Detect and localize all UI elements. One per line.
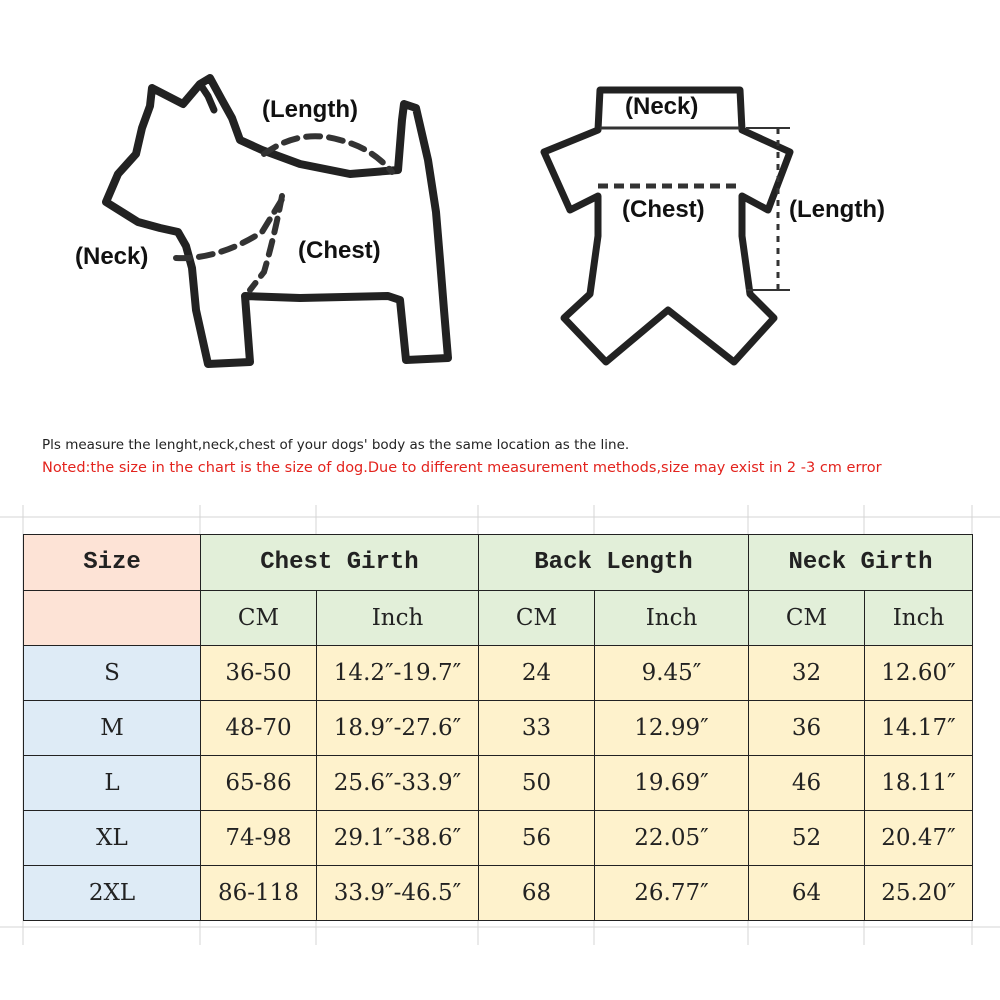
back-length-header: Back Length — [479, 535, 749, 591]
chest-inch-cell: 18.9″-27.6″ — [317, 701, 479, 756]
neck-inch-cell: 12.60″ — [865, 646, 973, 701]
chest-girth-header: Chest Girth — [201, 535, 479, 591]
size-chart-table — [23, 534, 973, 921]
table-unit-row — [24, 591, 973, 646]
dog-chest-label: (Chest) — [298, 237, 381, 264]
neck-cm-cell: 32 — [749, 646, 865, 701]
neck-inch-cell: 25.20″ — [865, 866, 973, 921]
length-inch-cell: 12.99″ — [595, 701, 749, 756]
neck-cm-cell: 46 — [749, 756, 865, 811]
unit-header: Inch — [317, 591, 479, 646]
length-inch-cell: 22.05″ — [595, 811, 749, 866]
unit-header: Inch — [595, 591, 749, 646]
size-cell: 2XL — [24, 866, 201, 921]
garment-neck-label: (Neck) — [625, 93, 699, 120]
length-inch-cell: 19.69″ — [595, 756, 749, 811]
neck-cm-cell: 64 — [749, 866, 865, 921]
length-cm-cell: 50 — [479, 756, 595, 811]
dog-length-label: (Length) — [262, 96, 358, 123]
length-cm-cell: 24 — [479, 646, 595, 701]
chest-cm-cell: 86-118 — [201, 866, 317, 921]
size-header: Size — [24, 535, 201, 591]
size-cell: M — [24, 701, 201, 756]
size-unit-blank — [24, 591, 201, 646]
garment-length-label: (Length) — [789, 196, 885, 223]
chest-cm-cell: 74-98 — [201, 811, 317, 866]
length-inch-cell: 26.77″ — [595, 866, 749, 921]
dog-neck-label: (Neck) — [75, 243, 149, 270]
length-cm-cell: 56 — [479, 811, 595, 866]
size-cell: S — [24, 646, 201, 701]
table-row — [24, 646, 973, 701]
chest-cm-cell: 48-70 — [201, 701, 317, 756]
unit-header: Inch — [865, 591, 973, 646]
chest-inch-cell: 33.9″-46.5″ — [317, 866, 479, 921]
unit-header: CM — [201, 591, 317, 646]
neck-girth-header: Neck Girth — [749, 535, 973, 591]
table-row — [24, 866, 973, 921]
garment-outline — [544, 90, 790, 362]
chest-inch-cell: 14.2″-19.7″ — [317, 646, 479, 701]
size-cell: XL — [24, 811, 201, 866]
neck-cm-cell: 52 — [749, 811, 865, 866]
unit-header: CM — [749, 591, 865, 646]
measurement-instruction: Pls measure the lenght,neck,chest of your dogs' body as the same location as the line. — [42, 437, 630, 453]
garment-chest-label: (Chest) — [622, 196, 705, 223]
chest-cm-cell: 36-50 — [201, 646, 317, 701]
unit-header: CM — [479, 591, 595, 646]
chest-cm-cell: 65-86 — [201, 756, 317, 811]
neck-inch-cell: 20.47″ — [865, 811, 973, 866]
length-cm-cell: 68 — [479, 866, 595, 921]
chest-inch-cell: 29.1″-38.6″ — [317, 811, 479, 866]
table-row — [24, 701, 973, 756]
length-inch-cell: 9.45″ — [595, 646, 749, 701]
table-row — [24, 756, 973, 811]
table-row — [24, 811, 973, 866]
size-cell: L — [24, 756, 201, 811]
measurement-warning: Noted:the size in the chart is the size of dog.Due to different measurement methods,size may exist in 2 -3 cm error — [42, 460, 882, 476]
chest-inch-cell: 25.6″-33.9″ — [317, 756, 479, 811]
length-cm-cell: 33 — [479, 701, 595, 756]
table-header-row — [24, 535, 973, 591]
neck-inch-cell: 14.17″ — [865, 701, 973, 756]
neck-inch-cell: 18.11″ — [865, 756, 973, 811]
neck-cm-cell: 36 — [749, 701, 865, 756]
